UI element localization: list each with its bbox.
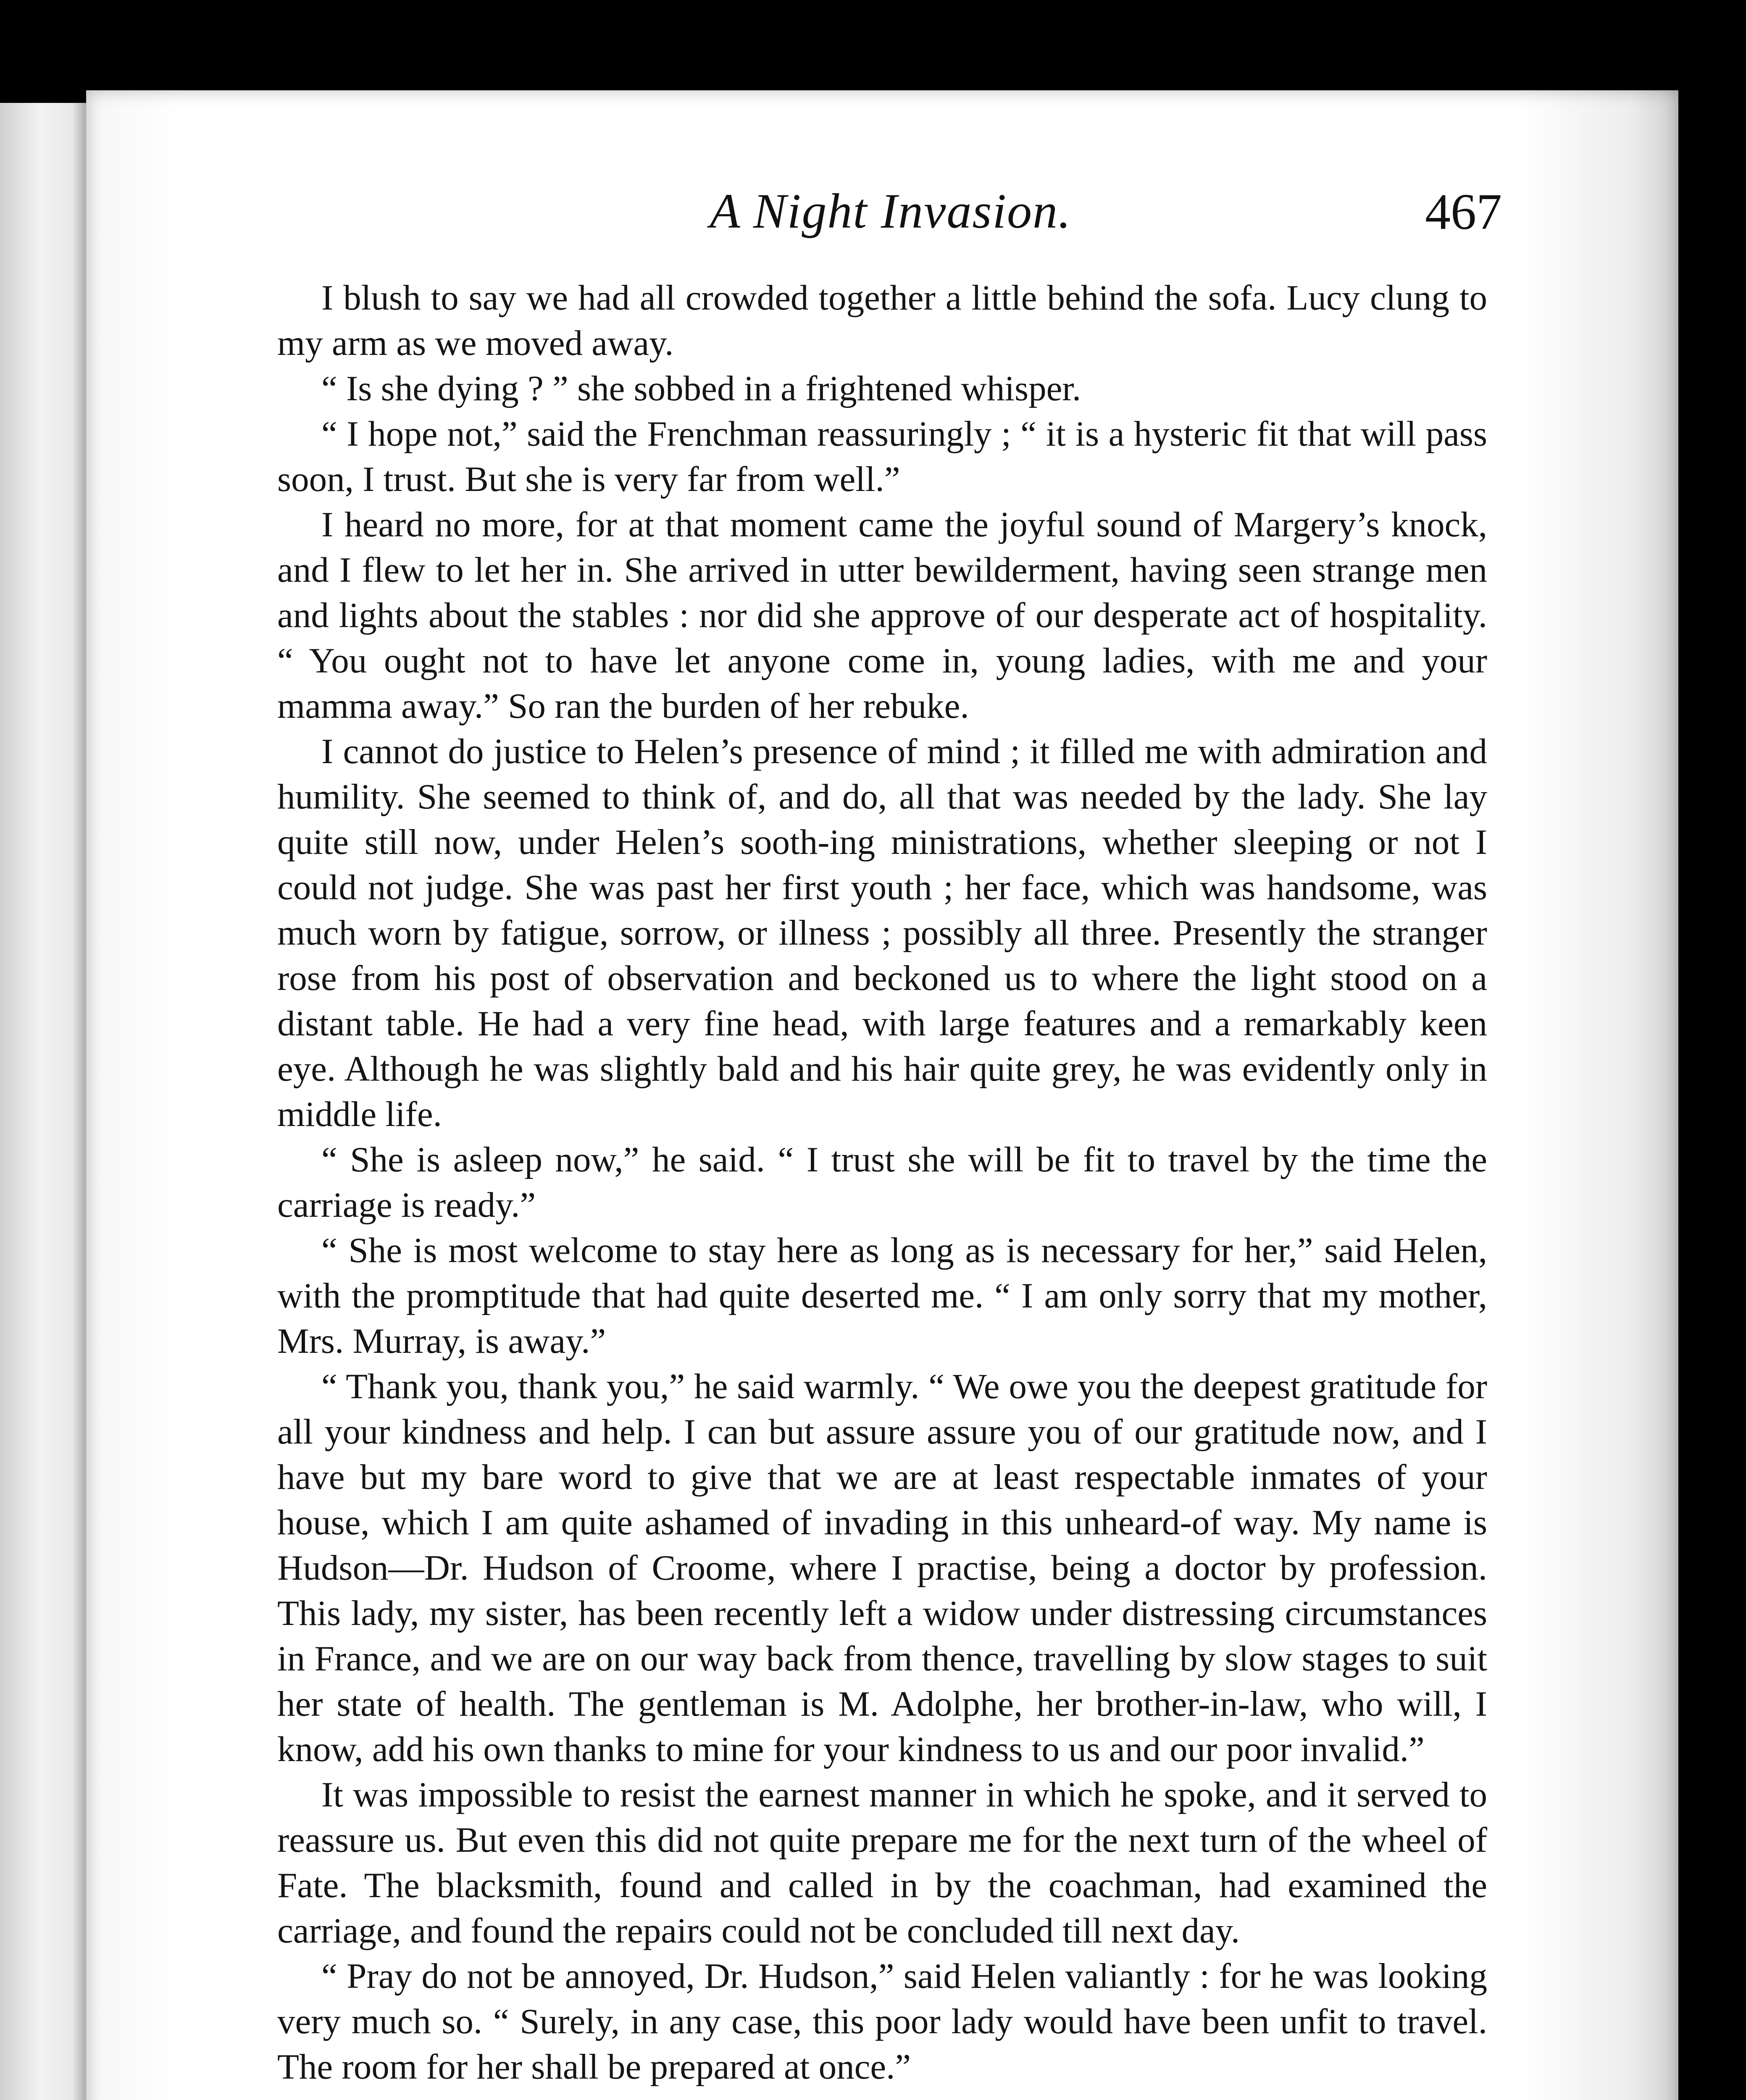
previous-page-edge <box>0 103 93 2100</box>
paragraph: It was impossible to resist the earnest manner in which he spoke, and it served to reassure us. But even this did not quite prepare me for the next turn of the wheel of Fate. The blacksmith, found and called in by the coachman, had examined the carriage, and found the repairs could not be concluded till next day. <box>277 1775 1487 1950</box>
paragraph: “ Is she dying ? ” she sobbed in a frightened whisper. <box>321 369 1081 408</box>
book-page <box>86 90 1678 2100</box>
paragraph: I heard no more, for at that moment came the joyful sound of Margery’s knock, and I flew to let her in. She arrived in utter bewilderment, having seen strange men and lights about the stables : nor did she approve of our desperate act of hospitality. “ You ought not to have let anyone come in, young ladies, with me and your mamma away.” So ran the burden of her rebuke. <box>277 505 1487 726</box>
paragraph: “ Thank you, thank you,” he said warmly. “ We owe you the deepest gratitude for all your kindness and help. I can but assure assure you of our gratitude now, and I have but my bare word to give that we are at least respectable inmates of your house, which I am quite ashamed of invading in this unheard-of way. My name is Hudson—Dr. Hudson of Croome, where I practise, being a doctor by profession. This lady, my sister, has been recently left a widow under distressing circumstances in France, and we are on our way back from thence, travelling by slow stages to suit her state of health. The gentleman is M. Adolphe, her brother-in-law, who will, I know, add his own thanks to mine for your kindness to us and our poor invalid.” <box>277 1367 1487 1769</box>
running-head <box>279 183 1502 267</box>
body-text <box>277 275 1487 2090</box>
paragraph: I blush to say we had all crowded together a little behind the sofa. Lucy clung to my arm as we moved away. <box>277 278 1487 363</box>
running-head-title: A Night Invasion. <box>710 184 1072 239</box>
paragraph: “ Pray do not be annoyed, Dr. Hudson,” said Helen valiantly : for he was looking very much so. “ Surely, in any case, this poor lady would have been unfit to travel. The room for her shall be prepared at once.” <box>277 1956 1487 2087</box>
paragraph: “ She is asleep now,” he said. “ I trust she will be fit to travel by the time the carriage is ready.” <box>277 1140 1487 1225</box>
page-number: 467 <box>1425 184 1502 240</box>
paragraph: I cannot do justice to Helen’s presence of mind ; it filled me with admiration and humility. She seemed to think of, and do, all that was needed by the lady. She lay quite still now, under Helen’s sooth-ing ministrations, whether sleeping or not I could not judge. She was past her first youth ; her face, which was handsome, was much worn by fatigue, sorrow, or illness ; possibly all three. Presently the stranger rose from his post of observation and beckoned us to where the light stood on a distant table. He had a very fine head, with large features and a remarkably keen eye. Although he was slightly bald and his hair quite grey, he was evidently only in middle life. <box>277 732 1487 1134</box>
paragraph: “ She is most welcome to stay here as long as is necessary for her,” said Helen, with the promptitude that had quite deserted me. “ I am only sorry that my mother, Mrs. Murray, is away.” <box>277 1231 1487 1361</box>
paragraph: “ I hope not,” said the Frenchman reassuringly ; “ it is a hysteric fit that will pass soon, I trust. But she is very far from well.” <box>277 414 1487 499</box>
